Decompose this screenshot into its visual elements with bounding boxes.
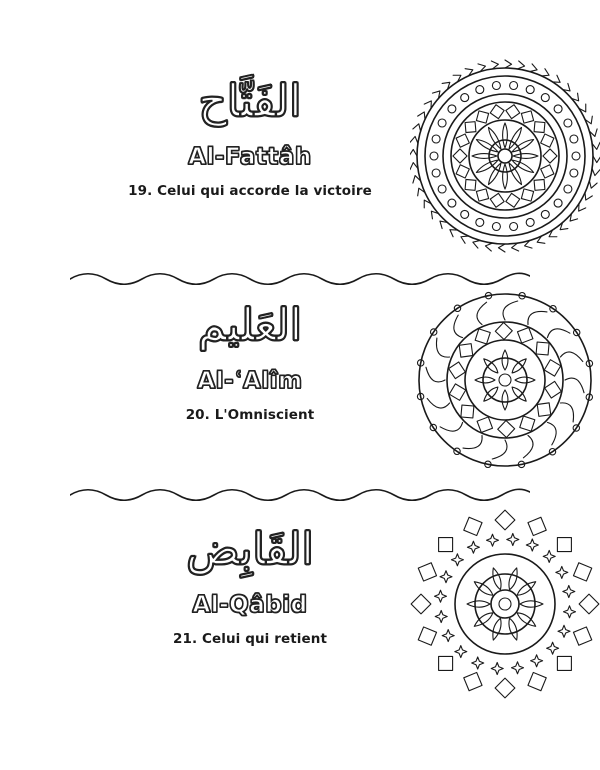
transliteration: Al-Fattâh [188,144,312,170]
entry-text-block [100,74,400,199]
entry-text-block [100,522,400,647]
arabic-name: الفَتَّاح [198,76,302,127]
mandala-swirl-icon [410,282,600,478]
transliteration: Al-ʿAlîm [197,368,303,394]
arabic-name: القَابِض [186,524,314,575]
arabic-name: العَليم [198,300,302,351]
name-entry [0,276,600,484]
meaning-text: 19. Celui qui accorde la victoire [128,183,372,199]
mandala-flower-icon [410,58,600,254]
name-entry [0,500,600,708]
meaning-text: 20. L'Omniscient [185,407,315,423]
meaning-text: 21. Celui qui retient [172,631,328,647]
name-entry [0,52,600,260]
transliteration: Al-Qâbid [192,592,308,618]
entry-text-block [100,298,400,423]
mandala-diamond-icon [410,506,600,702]
